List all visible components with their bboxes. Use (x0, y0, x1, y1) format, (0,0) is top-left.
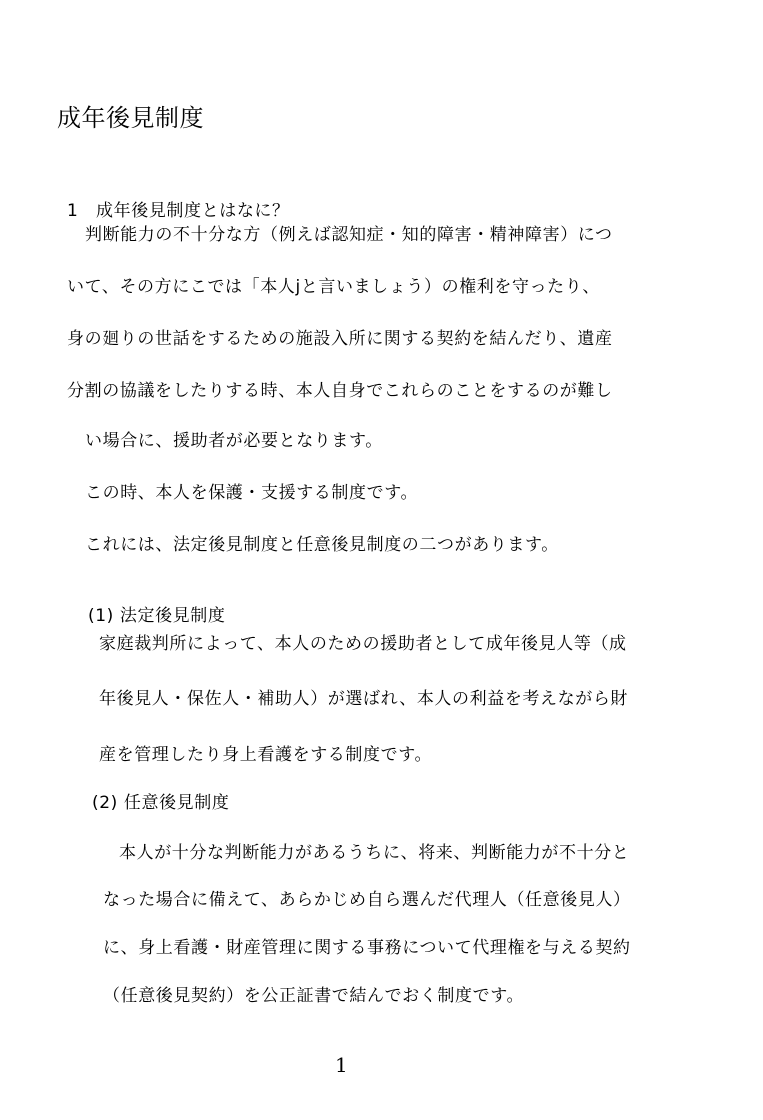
section1-paragraph-line-2: いて、その方にこでは「本人jと言いましょう）の権利を守ったり、 (67, 277, 600, 297)
section1-paragraph-line-5: い場合に、援助者が必要となります。 (85, 431, 383, 451)
subsection1-line-1: 家庭裁判所によって、本人のための援助者として成年後見人等（成 (99, 634, 627, 654)
section1-heading: 1 成年後見制度とはなに？ (67, 201, 290, 221)
subsection2-heading: (2) 任意後見制度 (92, 793, 230, 813)
section1-paragraph-line-1: 判断能力の不十分な方（例えば認知症・知的障害・精神障害）につ (85, 225, 613, 245)
document-title: 成年後見制度 (57, 104, 204, 132)
subsection1-heading: (1) 法定後見制度 (88, 606, 226, 626)
page-number: 1 (335, 1053, 348, 1077)
subsection1-line-3: 産を管理したり身上看護をする制度です。 (99, 745, 433, 765)
subsection2-line-3: に、身上看護・財産管理に関する事務について代理権を与える契約 (103, 938, 631, 958)
section1-paragraph-line-4: 分割の協議をしたりする時、本人自身でこれらのことをするのが難し (67, 381, 613, 401)
subsection1-line-2: 年後見人・保佐人・補助人）が選ばれ、本人の利益を考えながら財 (99, 689, 629, 709)
subsection2-line-2: なった場合に備えて、あらかじめ自ら選んだ代理人（任意後見人） (103, 890, 631, 910)
section1-paragraph-line-3: 身の廻りの世話をするための施設入所に関する契約を結んだり、遺産 (67, 329, 613, 349)
section1-two-types-line: これには、法定後見制度と任意後見制度の二つがあります。 (85, 535, 559, 555)
section1-protect-line: この時、本人を保護・支援する制度です。 (85, 483, 419, 503)
subsection2-line-1: 本人が十分な判断能力があるうちに、将来、判断能力が不十分と (119, 843, 630, 863)
subsection2-line-4: （任意後見契約）を公正証書で結んでおく制度です。 (103, 986, 525, 1006)
